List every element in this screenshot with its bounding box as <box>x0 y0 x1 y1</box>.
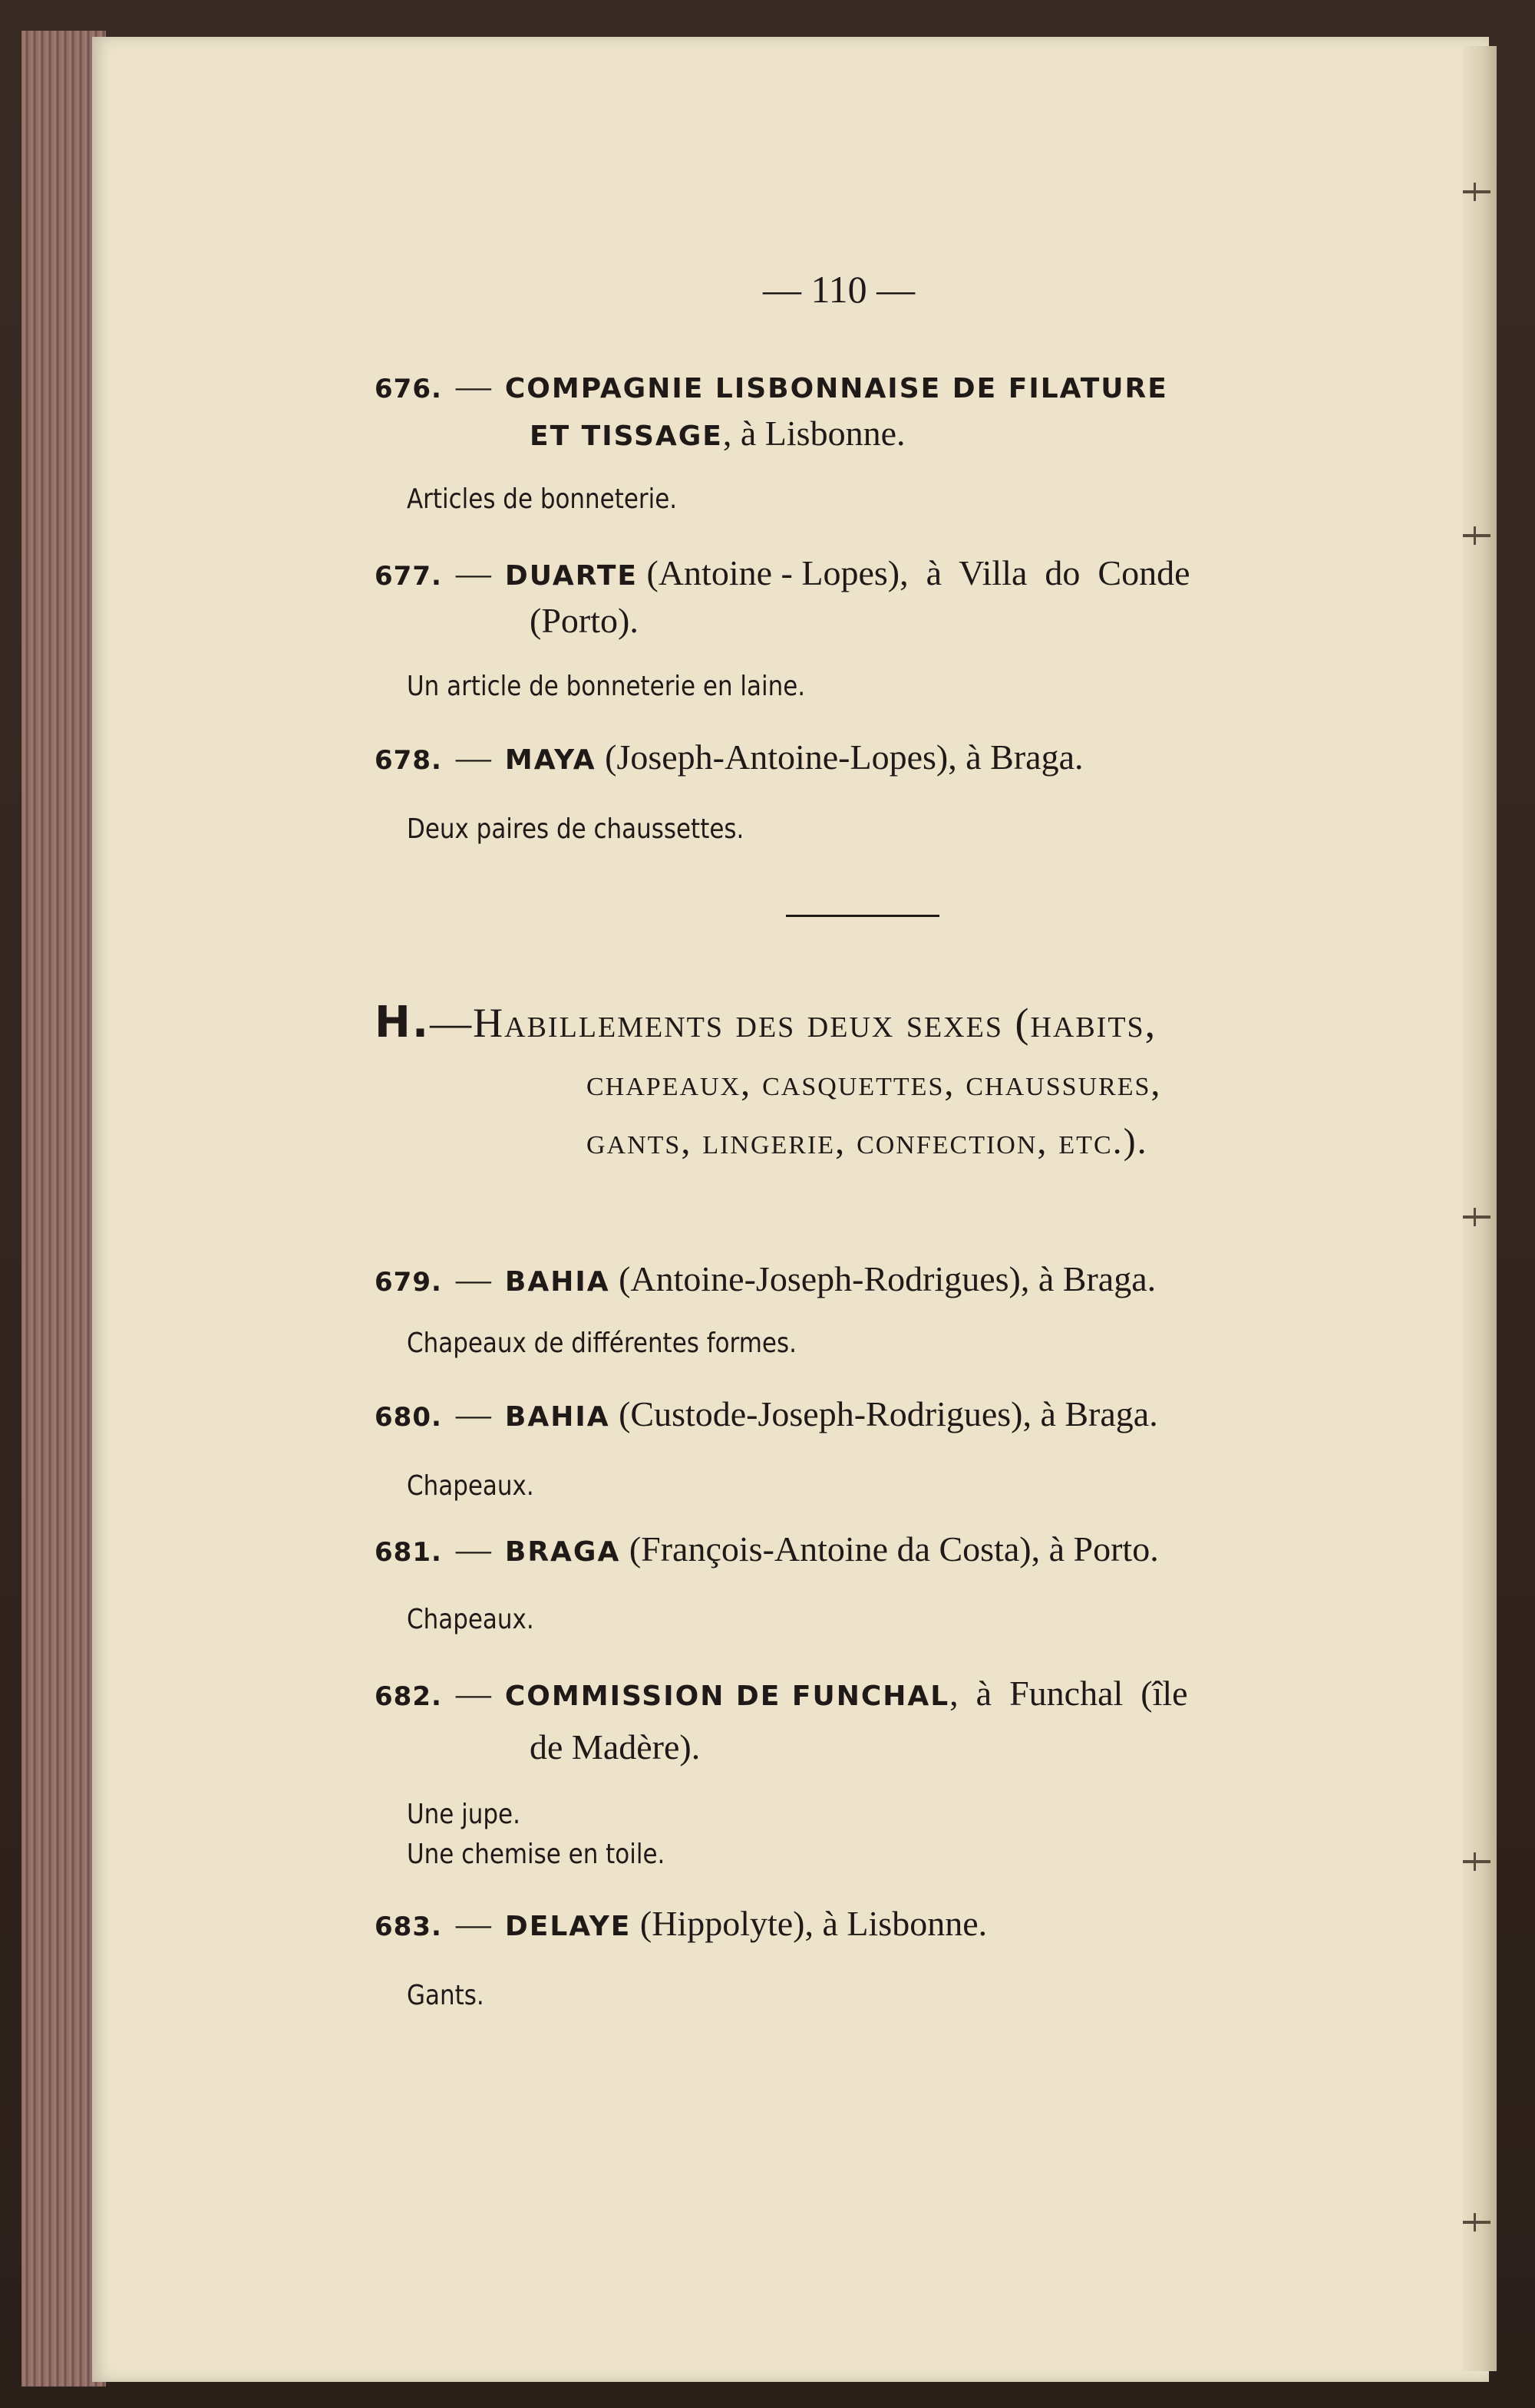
ribbon-marker <box>1463 1860 1490 1863</box>
section-title-line3: gants, lingerie, confection, etc.). <box>586 1121 1148 1162</box>
exhibitor-name: COMMISSION DE FUNCHAL <box>504 1681 950 1712</box>
exhibitor-details: (Antoine-Joseph-Rodrigues), à Braga. <box>609 1259 1157 1298</box>
entry-description: Chapeaux. <box>407 1470 534 1502</box>
catalog-entry-676 <box>375 365 1168 406</box>
section-letter: H. <box>375 998 431 1047</box>
entry-description: Une chemise en toile. <box>407 1839 665 1870</box>
catalog-entry-677 <box>375 553 1190 593</box>
catalog-entry-681 <box>375 1529 1159 1569</box>
exhibitor-details: (Joseph-Antoine-Lopes), à Braga. <box>596 737 1084 777</box>
entry-continuation: de Madère). <box>530 1727 701 1766</box>
ribbon-marker <box>1463 534 1490 537</box>
exhibitor-details: , à Funchal (île <box>949 1674 1188 1713</box>
entry-description: Une jupe. <box>407 1799 520 1830</box>
exhibitor-details: (François-Antoine da Costa), à Porto. <box>620 1529 1159 1568</box>
exhibitor-name: BAHIA <box>504 1401 610 1433</box>
exhibitor-name: BAHIA <box>504 1266 610 1298</box>
entry-dash: — <box>455 737 491 777</box>
ribbon-marker <box>1463 1216 1490 1219</box>
entry-description: Chapeaux de différentes formes. <box>407 1328 797 1359</box>
section-heading <box>375 998 1157 1047</box>
entry-description: Un article de bonneterie en laine. <box>407 671 806 702</box>
entry-dash: — <box>455 1259 491 1298</box>
section-title-line1: Habillements des deux sexes (habits, <box>473 1000 1157 1046</box>
exhibitor-details: (Hippolyte), à Lisbonne. <box>631 1904 988 1943</box>
exhibitor-name: DUARTE <box>504 560 639 592</box>
ribbon-marker <box>1463 2221 1490 2224</box>
entry-dash: — <box>455 1904 491 1943</box>
catalog-entry-683 <box>375 1903 987 1944</box>
entry-number: 680. <box>375 1402 442 1433</box>
entry-continuation <box>530 413 906 454</box>
ribbon-marker <box>1463 190 1490 193</box>
exhibitor-name: BRAGA <box>504 1536 621 1568</box>
section-divider <box>786 915 939 917</box>
entry-dash: — <box>455 1394 491 1433</box>
catalog-entry-682 <box>375 1673 1188 1714</box>
entry-number: 677. <box>375 561 442 592</box>
entry-dash: — <box>455 366 491 405</box>
exhibitor-name: MAYA <box>504 744 596 776</box>
section-title-line2: chapeaux, casquettes, chaussures, <box>586 1063 1162 1103</box>
exhibitor-details: (Custode-Joseph-Rodrigues), à Braga. <box>609 1394 1158 1433</box>
entry-dash: — <box>455 553 491 592</box>
exhibitor-name-cont: ET TISSAGE <box>530 421 723 452</box>
catalog-entry-678 <box>375 737 1083 777</box>
exhibitor-location: (Porto). <box>530 601 639 640</box>
page-number: — 110 — <box>763 268 916 311</box>
entry-description: Gants. <box>407 1980 484 2011</box>
catalog-entry-680 <box>375 1394 1158 1434</box>
catalog-entry-679 <box>375 1258 1156 1299</box>
exhibitor-details: (Antoine - Lopes), à Villa do Conde <box>638 553 1190 592</box>
entry-continuation <box>530 600 639 641</box>
exhibitor-location: , à Lisbonne. <box>722 414 906 453</box>
entry-dash: — <box>455 1674 491 1713</box>
page-edge-right <box>1462 46 1497 2371</box>
entry-dash: — <box>455 1529 491 1568</box>
entry-number: 676. <box>375 374 442 404</box>
entry-number: 678. <box>375 745 442 776</box>
entry-description: Chapeaux. <box>407 1604 534 1635</box>
section-dash: — <box>430 1000 474 1046</box>
entry-description: Articles de bonneterie. <box>407 483 678 515</box>
entry-number: 681. <box>375 1537 442 1568</box>
entry-number: 679. <box>375 1267 442 1298</box>
exhibitor-name: DELAYE <box>504 1911 632 1942</box>
entry-number: 682. <box>375 1681 442 1712</box>
entry-description: Deux paires de chaussettes. <box>407 813 744 845</box>
exhibitor-name: COMPAGNIE LISBONNAISE DE FILATURE <box>504 373 1168 404</box>
entry-number: 683. <box>375 1912 442 1942</box>
